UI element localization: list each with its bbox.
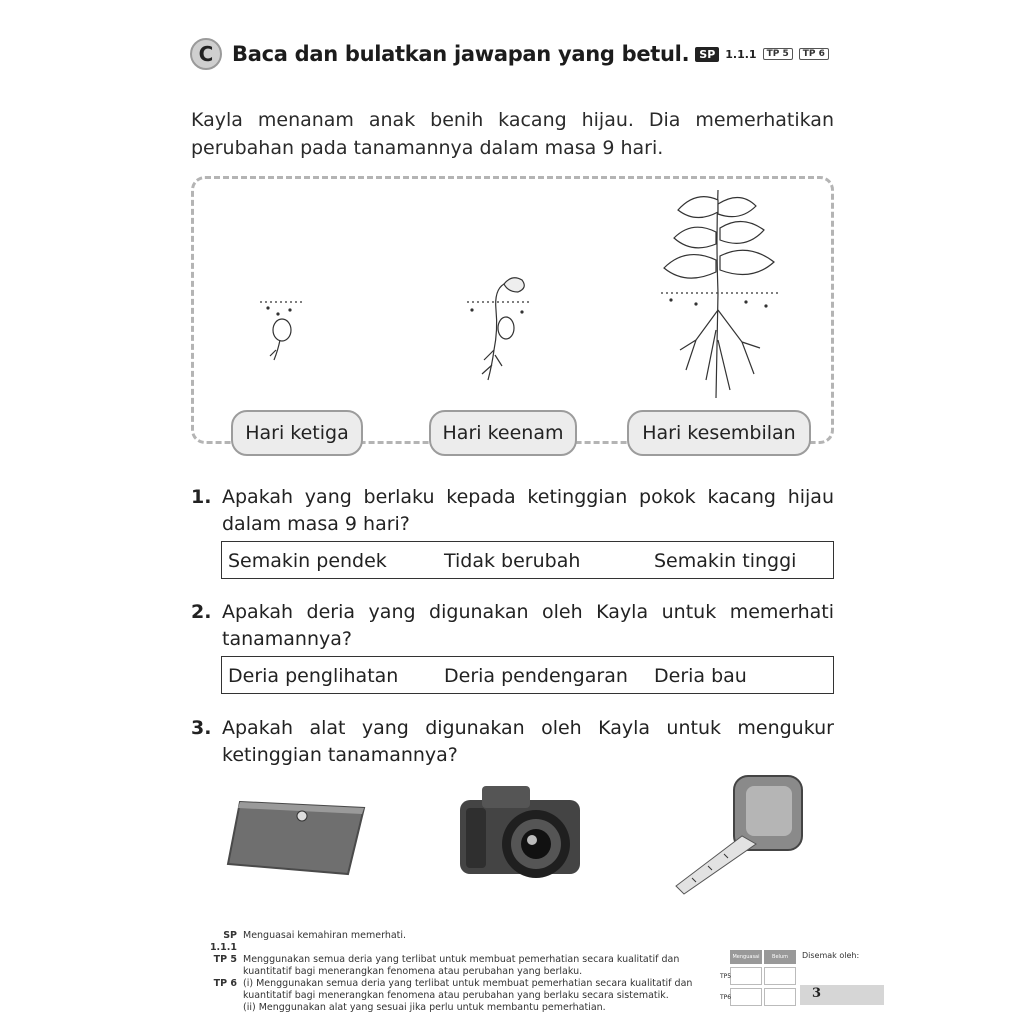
assess-cell[interactable] <box>730 988 762 1006</box>
answer-options-2 <box>221 656 834 694</box>
section-title: Baca dan bulatkan jawapan yang betul. <box>232 42 690 66</box>
question-3 <box>191 715 834 769</box>
footer-sp-key: SP 1.1.1 <box>209 930 237 953</box>
assessment-table <box>720 950 796 1006</box>
checked-by-label: Disemak oleh: <box>802 951 860 960</box>
plant-day9-illustration <box>656 180 786 405</box>
sp-label: SP <box>695 47 719 62</box>
day-label-6: Hari keenam <box>429 410 577 456</box>
footer-tp6-text-i: (i) Menggunakan semua deria yang terlibat untuk membuat pemerhatian secara kualitatif dan kuantitatif bagi menerangkan fenomena atau perubahan yang berlaku secara sistematik. <box>243 978 693 1001</box>
assess-cell[interactable] <box>764 988 796 1006</box>
answer-option[interactable]: Tidak berubah <box>444 550 581 572</box>
sprout-day6-illustration <box>462 270 542 385</box>
section-header <box>190 38 829 70</box>
assess-row-tp5: TP5 <box>720 972 732 980</box>
question-number: 1. <box>191 486 212 508</box>
section-letter-badge: C <box>190 38 222 70</box>
day-label-3: Hari ketiga <box>231 410 363 456</box>
answer-options-1 <box>221 541 834 579</box>
answer-option[interactable]: Deria bau <box>654 665 747 687</box>
question-2 <box>191 599 834 653</box>
assess-head-not-mastered: Belum Menguasai <box>764 950 796 964</box>
answer-option[interactable]: Deria pendengaran <box>444 665 628 687</box>
question-1 <box>191 484 834 538</box>
question-text: Apakah alat yang digunakan oleh Kayla untuk mengukur ketinggian tanamannya? <box>222 717 834 766</box>
camera-option[interactable] <box>452 770 592 885</box>
assess-row-tp6: TP6 <box>720 993 732 1001</box>
footer-spacer <box>195 1002 243 1014</box>
answer-option[interactable]: Deria penglihatan <box>228 665 399 687</box>
day-label-9: Hari kesembilan <box>627 410 811 456</box>
assess-cell[interactable] <box>730 967 762 985</box>
footer-tp6-key: TP 6 <box>213 978 237 989</box>
answer-option[interactable]: Semakin pendek <box>228 550 387 572</box>
footer-tp6-text-ii: (ii) Menggunakan alat yang sesuai jika perlu untuk membantu pemerhatian. <box>243 1002 606 1013</box>
question-text: Apakah yang berlaku kepada ketinggian pokok kacang hijau dalam masa 9 hari? <box>222 486 834 535</box>
tp5-tag: TP 5 <box>763 48 793 60</box>
question-text: Apakah deria yang digunakan oleh Kayla untuk memerhati tanamannya? <box>222 601 834 650</box>
seed-day3-illustration <box>250 290 310 365</box>
weighing-scale-option[interactable] <box>222 790 372 880</box>
question-number: 3. <box>191 717 212 739</box>
sp-code: 1.1.1 <box>725 47 757 61</box>
footer-tp5-key: TP 5 <box>213 954 237 965</box>
assess-cell[interactable] <box>764 967 796 985</box>
assess-head-mastered: Menguasai <box>730 950 762 964</box>
standard-tags <box>695 47 829 62</box>
tp6-tag: TP 6 <box>799 48 829 60</box>
footer-tp5-text: Menggunakan semua deria yang terlibat untuk membuat pemerhatian secara kualitatif dan kuantitatif bagi menerangkan fenomena atau perubahan yang berlaku. <box>243 954 680 977</box>
answer-option[interactable]: Semakin tinggi <box>654 550 797 572</box>
footer-sp-text: Menguasai kemahiran memerhati. <box>243 930 407 941</box>
intro-paragraph: Kayla menanam anak benih kacang hijau. Dia memerhatikan perubahan pada tanamannya dalam masa 9 hari. <box>191 109 834 159</box>
question-number: 2. <box>191 601 212 623</box>
page-number: 3 <box>812 986 822 1001</box>
measuring-tape-option[interactable] <box>668 770 818 895</box>
